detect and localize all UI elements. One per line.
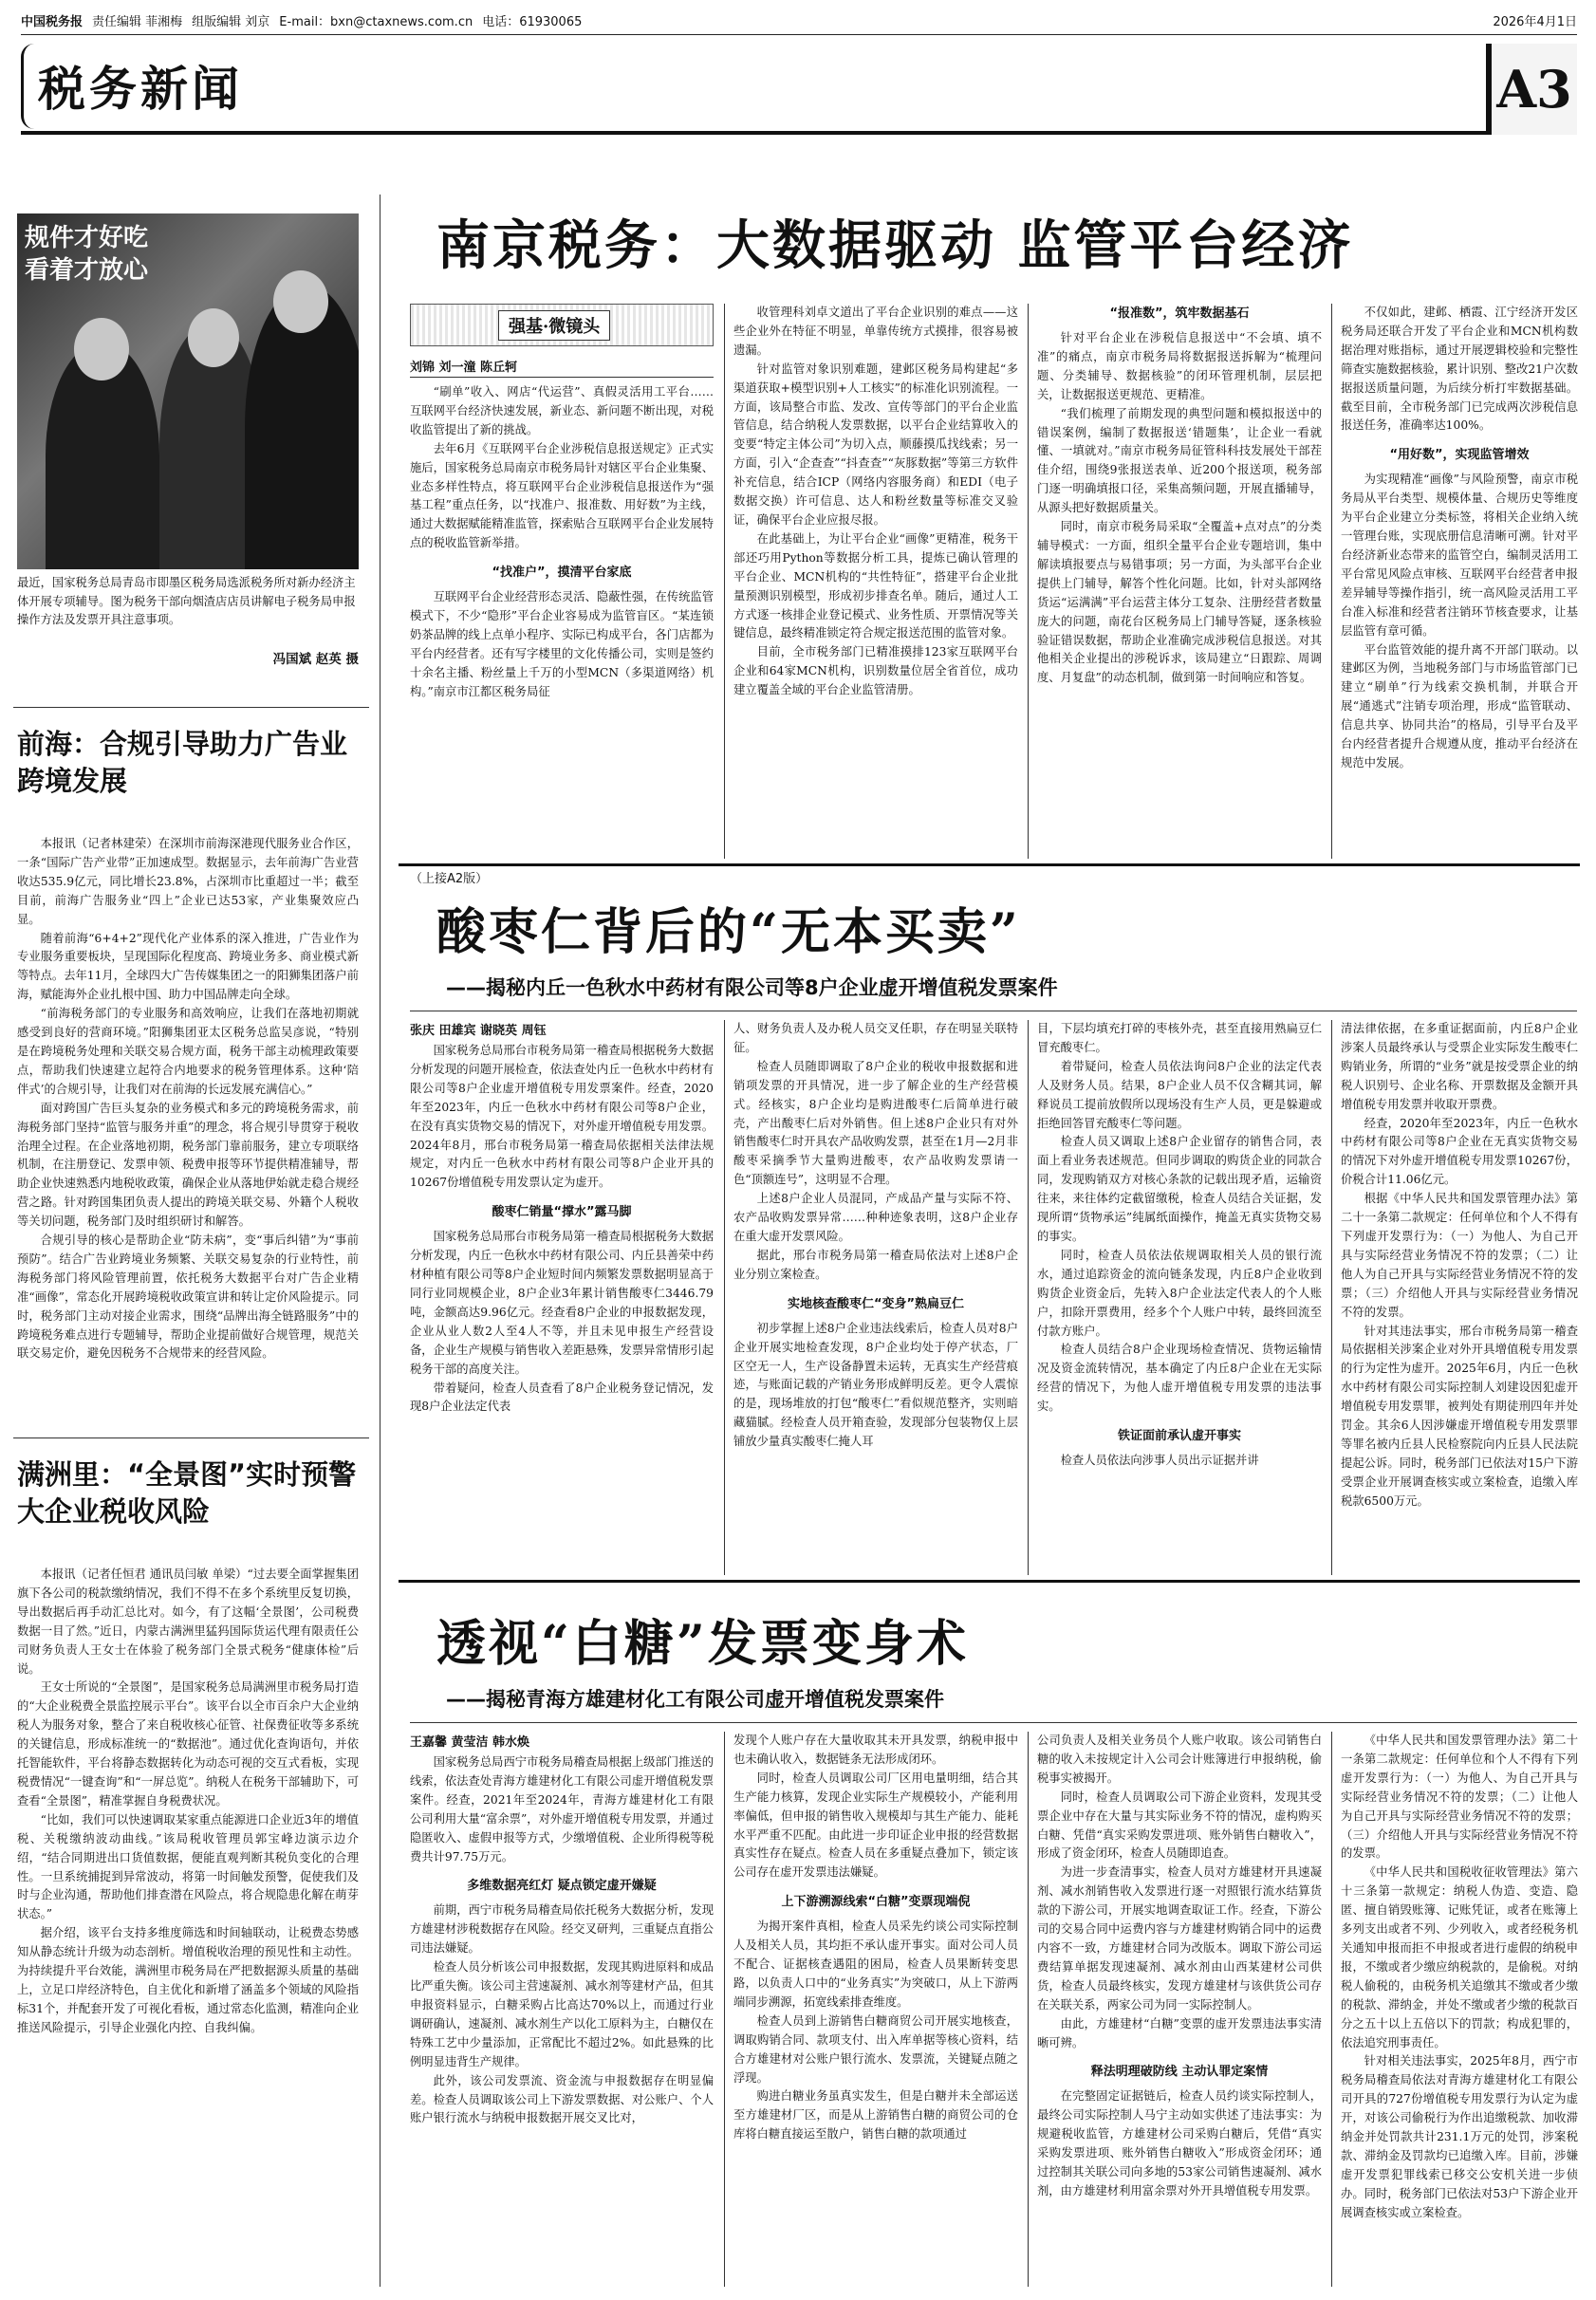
article-byline: 王嘉馨 黄莹洁 韩水焕 <box>410 1735 530 1750</box>
article-headline: 透视“白糖”发票变身术 <box>436 1615 969 1673</box>
paragraph: 平台监管效能的提升离不开部门联动。以建邺区为例，当地税务部门与市场监管部门已建立“刷单”行为线索交换机制，并联合开展“通逃式”注销专项治理，形成“监管联动、信息共享、协同共治”的格局，引导平台及平台内经营者提升合规遵从度，推动平台经济在规范中发展。 <box>1341 642 1578 770</box>
article-column <box>410 1042 714 1573</box>
article-column <box>733 304 1018 859</box>
article-column <box>410 1753 714 2287</box>
page-header-bar <box>21 9 1577 30</box>
article-column <box>1341 1020 1578 1575</box>
page-number: A3 <box>1486 44 1577 135</box>
section-title: 税务新闻 <box>38 61 243 117</box>
photo-face <box>74 318 129 380</box>
paragraph: 国家税务总局邢台市税务局第一稽查局根据税务大数据分析发现的问题开展检查，依法查处内丘一色秋水中药材有限公司等8户企业虚开增值税专用发票案件。经查，2020年至2023年，内丘一色秋水中药材有限公司等8户企业，在没有真实货物交易的情况下，对外虚开增值税专用发票。2024年8月，邢台市税务局第一稽查局依据相关法律法规规定，对内丘一色秋水中药材有限公司等8户企业开具的10267份增值税专用发票认定为虚开。 <box>410 1044 714 1190</box>
paragraph: 针对监管对象识别难题，建邺区税务局构建起“多渠道获取+模型识别+人工核实”的标准化识别流程。一方面，该局整合市监、发改、宣传等部门的平台企业监管信息，结合纳税人发票数据，以平台企业结算收入的变要“特定主体公司”为切入点，顺藤摸瓜找线索；另一方面，引入“企查查”“抖查查”“灰豚数据”等第三方软件补充信息，结合ICP（网络内容服务商）和EDI（电子数据交换）许可信息、达人和粉丝数量等标准交叉验证，确保平台企业应报尽报。 <box>733 362 1018 527</box>
paragraph: 同时，检查人员调取公司厂区用电量明细，结合其生产能力核算，发现企业实际生产规模较小，产能利用率偏低，但申报的销售收入规模却与其生产能力、能耗水平严重不匹配。由此进一步印证企业申报的经营数据真实性存在疑点。检查人员在多重疑点叠加下，锁定该公司存在虚开发票违法嫌疑。 <box>733 1771 1018 1880</box>
article-column <box>410 383 714 858</box>
subheading: 多维数据亮红灯 疑点锁定虚开嫌疑 <box>467 1879 657 1894</box>
paragraph: 国家税务总局邢台市税务局第一稽查局根据税务大数据分析发现，内丘一色秋水中药材有限公司、内丘县善荣中药材种植有限公司等8户企业短时间内频繁发票数据明显高于同行业同规模企业，8户企业3年累计销售酸枣仁3446.79吨，金额高达9.96亿元。经查看8户企业的申报数据发现，企业从业人数2人至4人不等，并且未见申报生产经营设备，企业生产规模与销售收入差距悬殊，发票异常情形引起税务干部的高度关注。 <box>410 1230 714 1376</box>
column-divider <box>1331 1732 1332 2287</box>
column-divider <box>724 1732 725 2287</box>
paragraph: 同时，检查人员依法依规调取相关人员的银行流水，通过追踪资金的流向链条发现，内丘8户企业收到购货企业资金后，先转入8户企业法定代表人的个人账户，扣除开票费用，经多个个人账户中转，最终回流至付款方账户。 <box>1037 1248 1322 1338</box>
paragraph: 由此，方雄建材“白糖”变票的虚开发票违法事实清晰可辨。 <box>1037 2016 1322 2050</box>
paragraph: 目前，全市税务部门已精准摸排123家互联网平台企业和64家MCN机构，识别数量位居全省首位，成功建立覆盖全域的平台企业监管清册。 <box>733 645 1018 697</box>
column-divider <box>1331 304 1332 859</box>
paragraph: 王女士所说的“全景图”，是国家税务总局满洲里市税务局打造的“大企业税费全景监控展示平台”。该平台以全市百余户大企业纳税人为服务对象，整合了来自税收核心征管、社保费征收等多系统的关键信息，形成标准统一的“数据池”。通过优化查询语句，并依托智能软件，平台将静态数据转化为动态可视的交互式看板，实现税费情况“一键查询”和“一屏总览”。纳税人在税务干部辅助下，可查看“全景图”，精准掌握自身税费状况。 <box>17 1680 359 1808</box>
paragraph: 检查人员又调取上述8户企业留存的销售合同，表面上看业务表述规范。但同步调取的购货企业的同款合同，发现购销双方对核心条款的记载出现矛盾，运输资往来，来往体约定截留缴税，检查人员结合关证据，发现所谓“货物承运”纯属纸面操作，掩盖无真实货物交易的事实。 <box>1037 1135 1322 1243</box>
subheading: 上下游溯源线索“白糖”变票现端倪 <box>781 1895 971 1910</box>
paragraph: 为进一步查清事实，检查人员对方雄建材开具速凝剂、减水剂销售收入发票进行逐一对照银行流水结算货款的下游公司，开展实地调查取证工作。经查，下游公司的交易合同中运费内容与方雄建材购销合同中的运费内容不一致，方雄建材合同为改版本。调取下游公司运费结算单据发现速凝剂、减水剂由山西某建材公司供货，检查人员最终核实，发现方雄建材与该供货公司存在关联关系，两家公司为同一实际控制人。 <box>1037 1865 1322 2012</box>
paragraph: 此外，该公司发票流、资金流与申报数据存在明显偏差。检查人员调取该公司上下游发票数据、对公账户、个人账户银行流水与纳税申报数据开展交叉比对， <box>410 2073 714 2125</box>
subheading: 释法明理破防线 主动认罪定案情 <box>1090 2065 1269 2080</box>
paragraph: 检查人员分析该公司申报数据，发现其购进原料和成品比严重失衡。该公司主营速凝剂、减水剂等建材产品，但其申报资料显示，白糖采购占比高达70%以上，而通过行业调研确认，速凝剂、减水剂生产以化工原料为主，白糖仅在特殊工艺中少量添加，正常配比不超过2%。如此悬殊的比例明显违背生产规律。 <box>410 1960 714 2068</box>
paragraph: 购进白糖业务虽真实发生，但是白糖并未全部运送至方雄建材厂区，而是从上游销售白糖的商贸公司的仓库将白糖直接运至散户，销售白糖的款项通过 <box>733 2089 1018 2142</box>
header-divider <box>21 34 1577 35</box>
paragraph: 《中华人民共和国税收征收管理法》第六十三条第一款规定：纳税人伪造、变造、隐匿、擅自销毁账簿、记账凭证，或者在账簿上多列支出或者不列、少列收入，或者经税务机关通知申报而拒不申报或者进行虚假的纳税申报，不缴或者少缴应纳税款的，是偷税。对纳税人偷税的，由税务机关追缴其不缴或者少缴的税款、滞纳金，并处不缴或者少缴的税款百分之五十以上五倍以下的罚款；构成犯罪的，依法追究刑事责任。 <box>1341 1865 1578 2050</box>
paragraph: 同时，南京市税务局采取“全覆盖+点对点”的分类辅导模式：一方面，组织全量平台企业专题培训，集中解读填报要点与易错事项；另一方面，为头部平台企业提供上门辅导，解答个性化问题。比如，针对头部网络货运“运满满”平台运营主体分工复杂、注册经营者数量庞大的问题，南花台区税务局上门辅导答疑，逐条核验验证错误数据，帮助企业准确完成涉税信息报送。对其他相关企业提出的涉税诉求，该局建立“日跟踪、周调度、月复盘”的动态机制，做到第一时间响应和答复。 <box>1037 520 1322 685</box>
phone-text: 电话：61930065 <box>482 14 583 29</box>
paragraph: “前海税务部门的专业服务和高效响应，让我们在落地初期就感受到良好的营商环境。”阳狮集团亚太区税务总监吴彦说，“特别是在跨境税务处理和关联交易合规方面，税务干部主动梳理政策要点，帮助我们快速建立起符合内地要求的税务管理体系。这种‘陪伴式’的合规引导，让我们对在前海的长远发展充满信心。” <box>17 1007 359 1096</box>
paragraph: 检查人员随即调取了8户企业的税收申报数据和进销项发票的开具情况，进一步了解企业的生产经营模式。经核实，8户企业均是购进酸枣仁后简单进行破壳，产出酸枣仁后对外销售。但上述8户企业只有对外销售酸枣仁时开具农产品收购发票，甚至在1月—2月非酸枣采摘季节大量购进酸枣，农产品收购发票请一色“顶额连号”，这明显不合理。 <box>733 1059 1018 1187</box>
article-headline: 前海：合规引导助力广告业跨境发展 <box>17 728 348 798</box>
paragraph: 不仅如此，建邺、栖霞、江宁经济开发区税务局还联合开发了平台企业和MCN机构数据治理对账指标，通过开展逻辑校验和完整性筛查实施数据核验，累计识别、整改21户次数据报送质量问题，为后续分析打牢数据基础。截至目前，全市税务部门已完成两次涉税信息报送任务，准确率达100%。 <box>1341 306 1578 433</box>
column-banner <box>410 304 714 346</box>
paragraph: 检查人员到上游销售白糖商贸公司开展实地核查，调取购销合同、款项支付、出入库单据等核心资料，结合方雄建材对公账户银行流水、发票流，关键疑点随之浮现。 <box>733 2013 1018 2085</box>
paragraph: 带着疑问，检查人员查看了8户企业税务登记情况，发现8户企业法定代表 <box>410 1381 714 1414</box>
paragraph: 据介绍，该平台支持多维度筛选和时间轴联动，让税费态势感知从静态统计升级为动态剖析。增值税收治理的预见性和主动性。为持续提升平台效能，满洲里市税务局在严把数据源头质量的基础上，立足口岸经济特色，自主优化和新增了涵盖多个领域的风险指标31个，并配套开发了可视化看板，通过常态化监测，精准向企业推送风险提示，引导企业强化内控、自我纠偏。 <box>17 1926 359 2034</box>
article-subtitle: ——揭秘青海方雄建材化工有限公司虚开增值税发票案件 <box>446 1688 944 1711</box>
paragraph: 《中华人民共和国发票管理办法》第二十一条第二款规定：任何单位和个人不得有下列虚开发票行为：（一）为他人、为自己开具与实际经营业务情况不符的发票；（二）让他人为自己开具与实际经营业务情况不符的发票；（三）介绍他人开具与实际经营业务情况不符的发票。 <box>1341 1734 1578 1861</box>
subheading: 实地核查酸枣仁“变身”熟扁豆仁 <box>787 1296 965 1311</box>
column-divider <box>724 1020 725 1575</box>
paragraph: 发现个人账户存在大量收取其未开具发票，纳税申报中也未确认收入，数据链条无法形成闭环。 <box>733 1734 1018 1766</box>
divider <box>410 377 714 378</box>
column-divider <box>724 304 725 859</box>
paragraph: 面对跨国广告巨头复杂的业务模式和多元的跨境税务需求，前海税务部门坚持“监管与服务并重”的理念，将合规引导贯穿于税收治理全过程。在企业落地初期，税务部门靠前服务，建立专项联络机制，在注册登记、发票申领、税费申报等环节提供精准辅导，帮助企业快速熟悉内地税收政策，确保企业从落地伊始就走稳合规经营之路。针对跨国集团负责人提出的跨境关联交易、外籍个人税收等关切问题，税务部门及时组织研讨和解答。 <box>17 1101 359 1229</box>
divider <box>410 1722 1577 1723</box>
subheading: “找准户”，摸清平台家底 <box>492 566 632 581</box>
paragraph: “我们梳理了前期发现的典型问题和模拟报送中的错误案例，编制了数据报送‘错题集’，让企业一看就懂、一填就对。”南京市税务局征管科科技发展处干部茬佳介绍，围绕9张报送表单、近200个报送项，税务部门逐一明确填报口径，采集高频问题，开展直播辅导，从源头把好数据质量关。 <box>1037 406 1322 515</box>
paragraph: 在此基础上，为让平台企业“画像”更精准，税务干部还巧用Python等数据分析工具，提炼已确认管理的平台企业、MCN机构的“共性特征”，搭建平台企业批量预测识别模型，形成初步排查名单。随后，通过人工方式逐一核排企业登记模式、业务性质、开票情况等关键信息，最终精准锁定符合规定报送范围的监管对象。 <box>733 531 1018 640</box>
section-divider <box>399 1580 1580 1583</box>
photo-sign-text: 规件才好吃 看着才放心 <box>25 224 149 285</box>
column-divider <box>1028 1732 1029 2287</box>
paragraph: 本报讯（记者林建荣）在深圳市前海深港现代服务业合作区，一条“国际广告产业带”正加速成型。数据显示，去年前海广告业营收达535.9亿元，同比增长23.8%，占深圳市比重超过一半；截至目前，前海广告服务业“四上”企业已达53家，产业集聚效应凸显。 <box>17 837 359 926</box>
paragraph: 人、财务负责人及办税人员交叉任职，存在明显关联特征。 <box>733 1022 1018 1054</box>
paragraph: 针对相关违法事实，2025年8月，西宁市税务局稽查局依法对青海方雄建材化工有限公司开具的727份增值税专用发票行为认定为虚开，对该公司偷税行为作出追缴税款、加收滞纳金并处罚款共计231.1万元的处罚，涉案税款、滞纳金及罚款均已追缴入库。目前，涉嫌虚开发票犯罪线索已移交公安机关进一步侦办。同时，税务部门已依法对53户下游企业开展调查核实或立案检查。 <box>1341 2054 1578 2219</box>
article-body <box>17 835 359 1433</box>
photo-face <box>273 270 328 333</box>
article-byline: 刘锦 刘一潼 陈丘轲 <box>410 361 518 375</box>
article-column <box>1341 1732 1578 2287</box>
paragraph: 合规引导的核心是帮助企业“防未病”，变“事后纠错”为“事前预防”。结合广告业跨境业务频繁、关联交易复杂的行业特性，前海税务部门将风险管理前置，依托税务大数据平台对广告企业精准“画像”，常态化开展跨境税收政策宣讲和转让定价风险提示。同时，税务部门主动对接企业需求，围绕“品牌出海全链路服务”中的跨境税务难点进行专题辅导，帮助企业提前做好合规管理，规范关联交易定价，避免因税务不合规带来的经营风险。 <box>17 1233 359 1361</box>
continued-from: （上接A2版） <box>410 872 489 886</box>
article-column <box>1341 304 1578 859</box>
paragraph: 公司负责人及相关业务员个人账户收取。该公司销售白糖的收入未按规定计入公司会计账簿进行申报纳税，偷税事实被揭开。 <box>1037 1734 1322 1785</box>
masthead <box>21 44 1577 135</box>
subheading: “用好数”，实现监管增效 <box>1389 448 1530 463</box>
paragraph: 前期，西宁市税务局稽查局依托税务大数据分析，发现方雄建材涉税数据存在风险。经交叉研判，三重疑点直指公司违法嫌疑。 <box>410 1903 714 1956</box>
article-column <box>1037 304 1322 859</box>
masthead-bracket <box>21 44 34 129</box>
news-photo <box>17 213 359 569</box>
article-body <box>17 1566 359 2287</box>
column-divider <box>1331 1020 1332 1575</box>
paragraph: 检查人员依法向涉事人员出示证据并讲 <box>1060 1454 1259 1468</box>
paragraph: 收管理科刘卓文道出了平台企业识别的难点——这些企业外在特征不明显，单靠传统方式摸排，很容易被遗漏。 <box>733 306 1018 357</box>
paragraph: 经查，2020年至2023年，内丘一色秋水中药材有限公司等8户企业在无真实货物交易的情况下对外虚开增值税专用发票10267份，价税合计11.06亿元。 <box>1341 1116 1578 1187</box>
paragraph: “刷单”收入、网店“代运营”、真假灵活用工平台……互联网平台经济快速发展，新业态、新问题不断出现，对税收监管提出了新的挑战。 <box>410 385 714 436</box>
photo-face <box>188 308 239 367</box>
paragraph: 据此，邢台市税务局第一稽查局依法对上述8户企业分别立案检查。 <box>733 1248 1018 1281</box>
article-column <box>733 1732 1018 2287</box>
subheading: 酸枣仁销量“撑水”露马脚 <box>492 1205 632 1220</box>
article-headline: 酸枣仁背后的“无本买卖” <box>436 903 1021 961</box>
article-column <box>733 1020 1018 1575</box>
editor-credit: 责任编辑 菲湘梅 <box>92 14 183 29</box>
paragraph: 上述8户企业人员混同，产成品产量与实际不符、农产品收购发票异常……种种迹象表明，这8户企业存在重大虚开发票风险。 <box>733 1192 1018 1243</box>
paragraph: 互联网平台企业经营形态灵活、隐蔽性强，在传统监管模式下，不少“隐形”平台企业容易成为监管盲区。“某连锁奶茶品牌的线上点单小程序、实际已构成平台，各门店都为平台内经营者。还有写字楼里的文化传播公司，实则是签约十余名主播、粉丝量上千万的小型MCN（多渠道网络）机构。”南京市江都区税务局征 <box>410 590 714 698</box>
article-column <box>1037 1020 1322 1575</box>
paragraph: 国家税务总局西宁市税务局稽查局根据上级部门推送的线索，依法查处青海方雄建材化工有限公司虚开增值税发票案件。经查，2021年至2024年，青海方雄建材化工有限公司利用大量“富余票”，对外虚开增值税专用发票，并通过隐匿收入、虚假申报等方式，少缴增值税、企业所得税等税费共计97.75万元。 <box>410 1755 714 1864</box>
article-column <box>1037 1732 1322 2287</box>
article-subtitle: ——揭秘内丘一色秋水中药材有限公司等8户企业虚开增值税发票案件 <box>446 976 1058 999</box>
paragraph: 去年6月《互联网平台企业涉税信息报送规定》正式实施后，国家税务总局南京市税务局针对辖区平台企业集聚、业态多样性特点，将互联网平台企业涉税信息报送作为“强基工程”重点任务，以“找准户、报准数、用好数”为主线，通过大数据赋能精准监管，探索贴合互联网平台企业发展特点的税收监管新举措。 <box>410 441 714 550</box>
designer-credit: 组版编辑 刘京 <box>192 14 270 29</box>
subheading: 铁证面前承认虚开事实 <box>1117 1429 1241 1444</box>
column-divider <box>1028 1020 1029 1575</box>
photo-credit: 冯国斌 赵英 摄 <box>272 652 359 667</box>
article-headline: 满洲里：“全景图”实时预警大企业税收风险 <box>17 1458 357 1529</box>
paragraph: 根据《中华人民共和国发票管理办法》第二十一条第二款规定：任何单位和个人不得有下列虚开发票行为：（一）为他人、为自己开具与实际经营业务情况不符的发票；（二）让他人为自己开具与实际经营业务情况不符的发票；（三）介绍他人开具与实际经营业务情况不符的发票。 <box>1341 1192 1578 1319</box>
divider <box>13 707 369 708</box>
paragraph: 针对平台企业在涉税信息报送中“不会填、填不准”的痛点，南京市税务局将数据报送拆解为“梳理问题、分类辅导、数据核验”的闭环管理机制，层层把关，让数据报送更规范、更精准。 <box>1037 331 1322 401</box>
photo-caption: 最近，国家税务总局青岛市即墨区税务局选派税务所对新办经济主体开展专项辅导。图为税务干部向烟渣店店员讲解电子税务局申报操作方法及发票开具注意事项。 <box>17 576 356 627</box>
paragraph: 为揭开案件真相，检查人员采先约谈公司实际控制人及相关人员，其均拒不承认虚开事实。面对公司人员不配合、证据核查遇阻的困局，检查人员果断转变思路，以负责人口中的“业务真实”为突破口，从上下游两端同步溯源，拓宽线索排查维度。 <box>733 1920 1018 2009</box>
paragraph: “比如，我们可以快速调取某家重点能源进口企业近3年的增值税、关税缴纳波动曲线。”该局税收管理员郭宝峰边演示边介绍，“结合同期进出口货值数据，便能直观判断其税负变化的合理性。一旦系统捕捉到异常波动，将第一时间触发预警，促使我们及时与企业沟通，帮助他们排查潜在风险点，将合规隐患化解在萌芽状态。” <box>17 1812 359 1921</box>
column-name: 强基·微镜头 <box>498 310 610 341</box>
paragraph: 清法律依据，在多重证据面前，内丘8户企业涉案人员最终承认与受票企业实际发生酸枣仁购销业务，所谓的“业务”就是按受票企业的纳税人识别号、企业名称、开票数据及金额开具增值税专用发票并收取开票费。 <box>1341 1022 1578 1111</box>
column-divider <box>1028 304 1029 859</box>
subheading: “报准数”，筑牢数据基石 <box>1109 306 1250 321</box>
paper-name: 中国税务报 <box>21 14 84 29</box>
paragraph: 为实现精准“画像”与风险预警，南京市税务局从平台类型、规模体量、合规历史等维度为平台企业建立分类标签，将相关企业纳入统一管理台账，实现底册信息清晰可溯。针对平台经济新业态带来的监管空白，编制灵活用工平台常见风险点审核、互联网平台经营者申报差异辅导等操作指引，统一高风险灵活用工平台准入标准和经营者注销环节核查要求，让基层监管有章可循。 <box>1341 473 1578 638</box>
paragraph: 在完整固定证据链后，检查人员约谈实际控制人，最终公司实际控制人马宁主动如实供述了违法事实：为规避税收监管，方雄建材公司采购白糖后，凭借“真实采购发票进项、账外销售白糖收入”形成资金闭环；通过控制其关联公司向多地的53家公司销售速凝剂、减水剂，由方雄建材利用富余票对外开具增值税专用发票。 <box>1037 2089 1322 2198</box>
article-byline: 张庆 田雄宾 谢晓英 周钰 <box>410 1024 547 1038</box>
paragraph: 目，下层均填充打碎的枣核外壳，甚至直接用熟扁豆仁冒充酸枣仁。 <box>1037 1022 1322 1054</box>
email-text: E-mail：bxn@ctaxnews.com.cn <box>279 14 473 29</box>
issue-date: 2026年4月1日 <box>1493 14 1577 29</box>
paragraph: 本报讯（记者任恒君 通讯员闫敏 单梁）“过去要全面掌握集团旗下各公司的税款缴纳情况，我们不得不在多个系统里反复切换，导出数据后再手动汇总比对。如今，有了这幅‘全景图’，公司税费数据一目了然。”近日，内蒙古满洲里猛犸国际货运代理有限责任公司财务负责人王女士在体验了税务部门全景式税务“健康体检”后说。 <box>17 1567 359 1676</box>
paragraph: 随着前海“6+4+2”现代化产业体系的深入推进，广告业作为专业服务重要板块，呈现国际化程度高、跨境业务多、商业模式新等特点。去年11月，全球四大广告传媒集团之一的阳狮集团落户前海，赋能海外企业扎根中国、助力中国品牌走向全球。 <box>17 931 359 1002</box>
paragraph: 针对其违法事实，邢台市税务局第一稽查局依据相关涉案企业对外开具增值税专用发票的行为定性为虚开。2025年6月，内丘一色秋水中药材有限公司实际控制人刘建设因犯虚开增值税专用发票罪，被判处有期徒刑四年并处罚金。其余6人因涉嫌虚开增值税专用发票罪等罪名被内丘县人民检察院向内丘县人民法院提起公诉。同时，税务部门已依法对15户下游受票企业开展调查核实或立案检查，追缴入库税款6500万元。 <box>1341 1324 1578 1508</box>
section-divider <box>399 863 1580 866</box>
paragraph: 初步掌握上述8户企业违法线索后，检查人员对8户企业开展实地检查发现，8户企业均处于停产状态，厂区空无一人，生产设备静置未运转，无真实生产经营痕迹，与账面记载的产销业务形成鲜明反差。更令人震惊的是，现场堆放的打包“酸枣仁”看似规范整齐，实则暗藏猫腻。经检查人员开箱查验，发现部分包装物仅上层铺放少量真实酸枣仁掩人耳 <box>733 1321 1018 1449</box>
paragraph: 着带疑问，检查人员依法询问8户企业的法定代表人及财务人员。结果，8户企业人员不仅含糊其词，解释说员工提前放假所以现场没有生产人员，更是躲避或拒绝回答冒充酸枣仁等问题。 <box>1037 1059 1322 1130</box>
article-headline: 南京税务：大数据驱动 监管平台经济 <box>436 214 1354 277</box>
paragraph: 检查人员结合8户企业现场检查情况、货物运输情况及资金流转情况，基本确定了内丘8户企业在无实际经营的情况下，为他人虚开增值税专用发票的违法事实。 <box>1037 1343 1322 1414</box>
paragraph: 同时，检查人员调取公司下游企业资料，发现其受票企业中存在大量与其实际业务不符的情况，虚构购买白糖、凭借“真实采购发票进项、账外销售白糖收入”，形成了资金闭环，检查人员随即追查。 <box>1037 1790 1322 1861</box>
